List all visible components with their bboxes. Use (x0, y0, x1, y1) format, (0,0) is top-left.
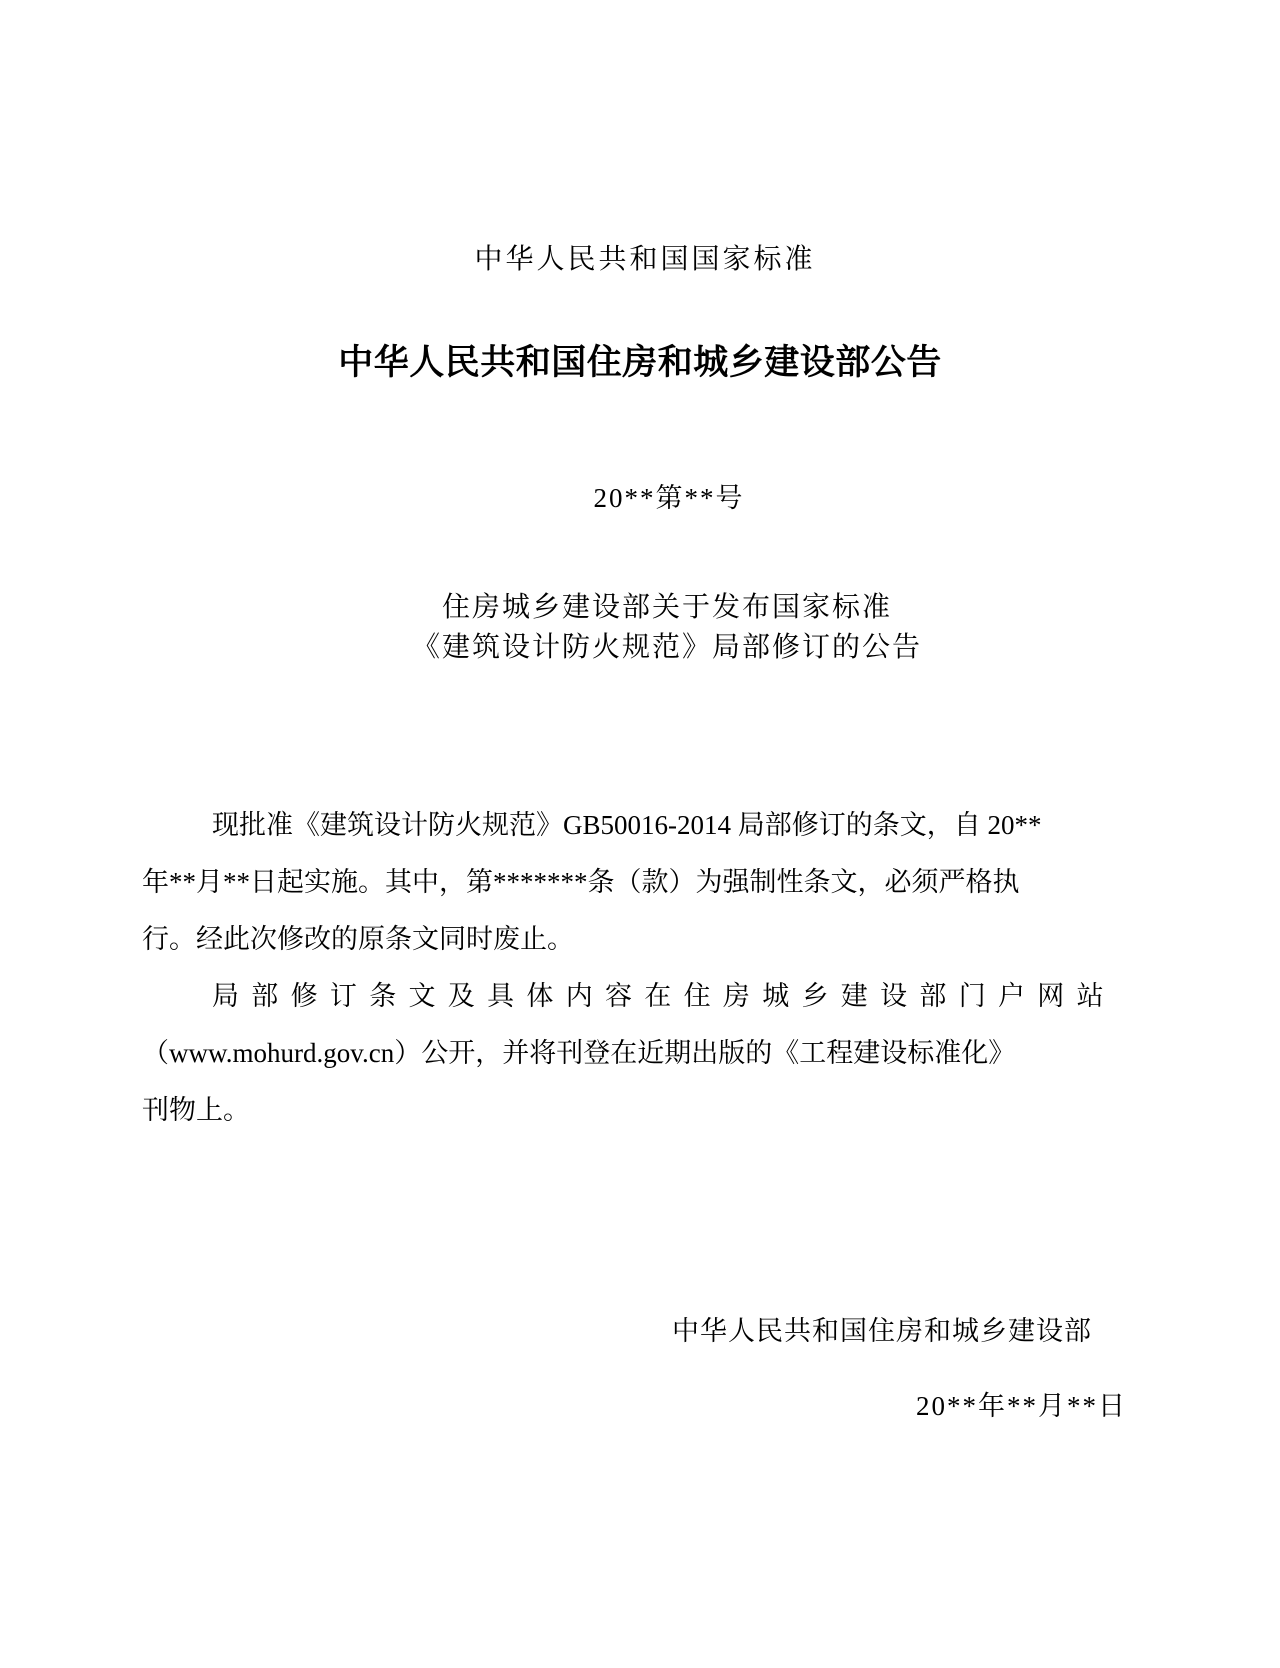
subtitle-line-1: 住房城乡建设部关于发布国家标准 (441, 592, 892, 623)
paragraph2-line-3: 刊物上。 (142, 1095, 250, 1125)
paragraph2-line-2: （www.mohurd.gov.cn）公开，并将刊登在近期出版的《工程建设标准化》 (142, 1038, 1016, 1068)
paragraph2-line-1: 局部修订条文及具体内容在住房城乡建设部门户网站 (212, 981, 1116, 1011)
paragraph1-line-2: 年**月**日起实施。其中，第*******条（款）为强制性条文，必须严格执 (142, 867, 1020, 897)
subtitle-line-2: 《建筑设计防火规范》局部修订的公告 (411, 632, 922, 663)
announcement-subtitle (27, 588, 1280, 668)
standard-kicker: 中华人民共和国国家标准 (474, 244, 816, 275)
announcement-title: 中华人民共和国住房和城乡建设部公告 (338, 343, 942, 382)
signature-date: 20**年**月**日 (916, 1391, 1127, 1421)
announcement-body (142, 797, 1142, 1139)
document-number: 20**第**号 (593, 483, 745, 513)
paragraph1-line-3: 行。经此次修改的原条文同时废止。 (142, 924, 574, 954)
paragraph1-line-1: 现批准《建筑设计防火规范》GB50016-2014 局部修订的条文，自 20** (212, 810, 1042, 840)
signature-organization: 中华人民共和国住房和城乡建设部 (672, 1316, 1092, 1346)
